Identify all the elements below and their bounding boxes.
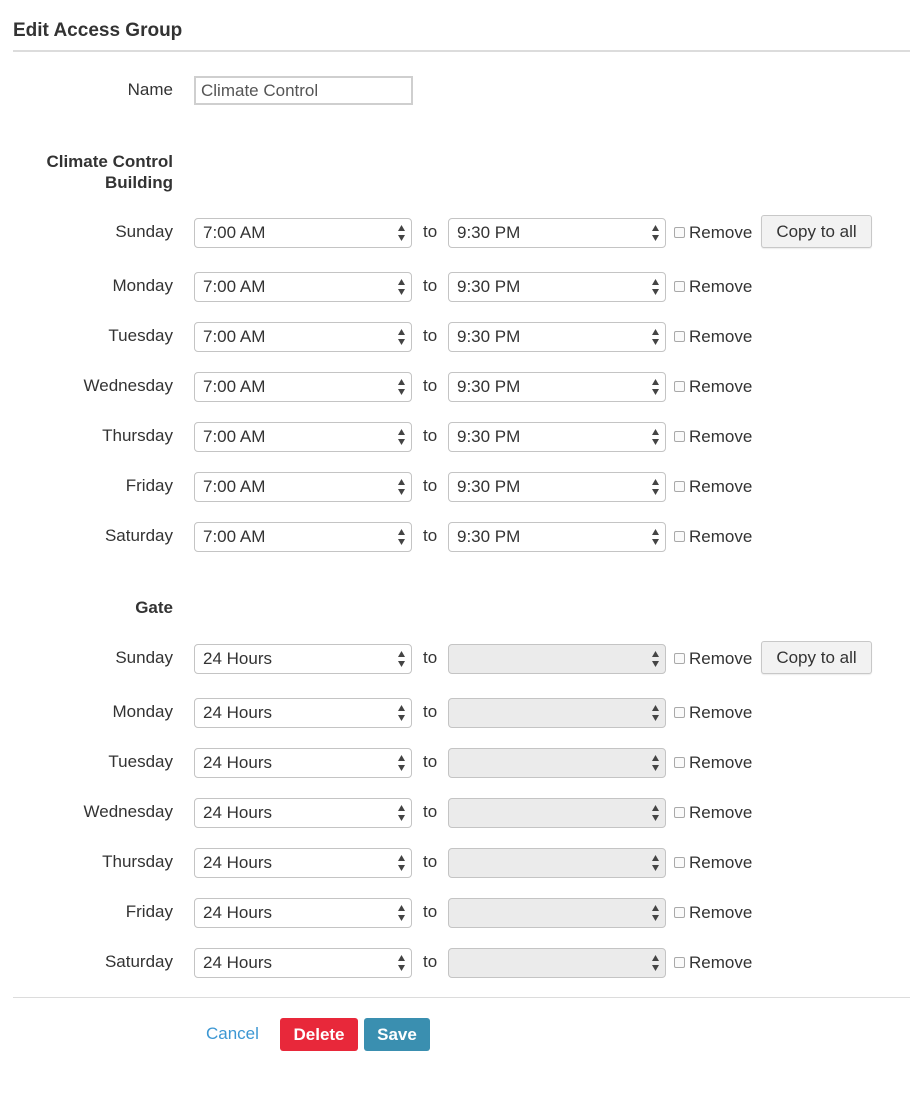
header-divider (13, 50, 910, 52)
updown-arrows-icon (651, 704, 660, 722)
updown-arrows-icon (397, 428, 406, 446)
start-time-value: 7:00 AM (203, 277, 266, 296)
end-time-value: 9:30 PM (457, 223, 521, 242)
to-label: to (423, 426, 438, 445)
end-time-select[interactable] (448, 422, 666, 452)
schedule-row-climate-control-building-wednesday (0, 372, 910, 402)
delete-button[interactable]: Delete (280, 1018, 358, 1051)
updown-arrows-icon (397, 224, 406, 242)
schedule-row-gate-monday (0, 698, 910, 728)
start-time-value: 7:00 AM (203, 477, 266, 496)
schedule-row-climate-control-building-monday (0, 272, 910, 302)
updown-arrows-icon (397, 904, 406, 922)
end-time-select (448, 644, 666, 674)
start-time-value: 24 Hours (203, 803, 272, 822)
remove-label[interactable]: Remove (689, 703, 753, 722)
remove-label[interactable]: Remove (689, 753, 753, 772)
footer-divider (13, 997, 910, 998)
updown-arrows-icon (651, 224, 660, 242)
end-time-select (448, 748, 666, 778)
updown-arrows-icon (651, 650, 660, 668)
updown-arrows-icon (651, 904, 660, 922)
start-time-value: 7:00 AM (203, 527, 266, 546)
end-time-select (448, 898, 666, 928)
start-time-select[interactable] (194, 898, 412, 928)
remove-checkbox[interactable] (674, 957, 685, 968)
remove-checkbox[interactable] (674, 431, 685, 442)
end-time-select (448, 798, 666, 828)
start-time-value: 24 Hours (203, 953, 272, 972)
start-time-select[interactable] (194, 698, 412, 728)
remove-checkbox[interactable] (674, 807, 685, 818)
remove-checkbox[interactable] (674, 653, 685, 664)
remove-label[interactable]: Remove (689, 649, 753, 668)
to-label: to (423, 376, 438, 395)
end-time-value: 9:30 PM (457, 327, 521, 346)
updown-arrows-icon (397, 754, 406, 772)
start-time-value: 7:00 AM (203, 377, 266, 396)
schedule-row-gate-thursday (0, 848, 910, 878)
to-label: to (423, 852, 438, 871)
updown-arrows-icon (651, 804, 660, 822)
updown-arrows-icon (397, 804, 406, 822)
cancel-link[interactable]: Cancel (206, 1024, 259, 1043)
remove-label[interactable]: Remove (689, 527, 753, 546)
day-label: Thursday (102, 852, 173, 871)
start-time-select[interactable] (194, 748, 412, 778)
schedule-row-gate-friday (0, 898, 910, 928)
save-button[interactable]: Save (364, 1018, 430, 1051)
updown-arrows-icon (651, 378, 660, 396)
day-label: Friday (125, 476, 173, 495)
remove-checkbox[interactable] (674, 331, 685, 342)
start-time-value: 7:00 AM (203, 327, 266, 346)
remove-checkbox[interactable] (674, 707, 685, 718)
schedule-row-climate-control-building-tuesday (0, 322, 910, 352)
start-time-select[interactable] (194, 322, 412, 352)
remove-label[interactable]: Remove (689, 803, 753, 822)
start-time-select[interactable] (194, 272, 412, 302)
updown-arrows-icon (651, 278, 660, 296)
updown-arrows-icon (397, 278, 406, 296)
remove-checkbox[interactable] (674, 857, 685, 868)
day-label: Friday (125, 902, 173, 921)
section-title-climate-control-building: Climate Control Building (46, 152, 173, 192)
to-label: to (423, 526, 438, 545)
updown-arrows-icon (651, 754, 660, 772)
remove-checkbox[interactable] (674, 481, 685, 492)
day-label: Sunday (115, 648, 173, 667)
schedule-row-gate-wednesday (0, 798, 910, 828)
remove-label[interactable]: Remove (689, 427, 753, 446)
updown-arrows-icon (397, 478, 406, 496)
name-label: Name (127, 80, 173, 99)
end-time-select[interactable] (448, 472, 666, 502)
remove-checkbox[interactable] (674, 531, 685, 542)
remove-checkbox[interactable] (674, 907, 685, 918)
end-time-value: 9:30 PM (457, 527, 521, 546)
day-label: Monday (112, 276, 173, 295)
schedule-row-gate-saturday (0, 948, 910, 978)
remove-label[interactable]: Remove (689, 377, 753, 396)
to-label: to (423, 802, 438, 821)
end-time-select[interactable] (448, 272, 666, 302)
day-label: Thursday (102, 426, 173, 445)
day-label: Tuesday (108, 752, 173, 771)
start-time-value: 24 Hours (203, 753, 272, 772)
page-title: Edit Access Group (13, 20, 183, 41)
end-time-select[interactable] (448, 372, 666, 402)
day-label: Monday (112, 702, 173, 721)
schedule-row-climate-control-building-sunday (0, 218, 910, 248)
end-time-value: 9:30 PM (457, 427, 521, 446)
to-label: to (423, 702, 438, 721)
updown-arrows-icon (397, 854, 406, 872)
updown-arrows-icon (397, 650, 406, 668)
section-title-gate: Gate (135, 598, 173, 617)
day-label: Saturday (104, 952, 173, 971)
remove-label[interactable]: Remove (689, 477, 753, 496)
remove-label[interactable]: Remove (689, 903, 753, 922)
remove-checkbox[interactable] (674, 381, 685, 392)
schedule-row-gate-tuesday (0, 748, 910, 778)
to-label: to (423, 902, 438, 921)
updown-arrows-icon (651, 478, 660, 496)
day-label: Wednesday (83, 376, 173, 395)
schedule-row-climate-control-building-saturday (0, 522, 910, 552)
day-label: Wednesday (83, 802, 173, 821)
start-time-select[interactable] (194, 848, 412, 878)
day-label: Saturday (104, 526, 173, 545)
remove-checkbox[interactable] (674, 227, 685, 238)
updown-arrows-icon (651, 854, 660, 872)
remove-label[interactable]: Remove (689, 223, 753, 242)
to-label: to (423, 222, 438, 241)
start-time-value: 7:00 AM (203, 223, 266, 242)
updown-arrows-icon (397, 328, 406, 346)
start-time-value: 24 Hours (203, 649, 272, 668)
updown-arrows-icon (397, 528, 406, 546)
start-time-select[interactable] (194, 218, 412, 248)
remove-label[interactable]: Remove (689, 853, 753, 872)
end-time-select (448, 948, 666, 978)
start-time-select[interactable] (194, 372, 412, 402)
schedule-row-climate-control-building-thursday (0, 422, 910, 452)
start-time-value: 24 Hours (203, 703, 272, 722)
updown-arrows-icon (651, 328, 660, 346)
updown-arrows-icon (397, 954, 406, 972)
start-time-select[interactable] (194, 644, 412, 674)
day-label: Sunday (115, 222, 173, 241)
updown-arrows-icon (651, 954, 660, 972)
start-time-select[interactable] (194, 522, 412, 552)
end-time-select (448, 698, 666, 728)
updown-arrows-icon (397, 704, 406, 722)
schedule-row-gate-sunday (0, 644, 910, 674)
remove-checkbox[interactable] (674, 281, 685, 292)
updown-arrows-icon (651, 428, 660, 446)
end-time-value: 9:30 PM (457, 277, 521, 296)
start-time-select[interactable] (194, 422, 412, 452)
start-time-value: 7:00 AM (203, 427, 266, 446)
copy-to-all-button[interactable]: Copy to all (761, 215, 872, 248)
end-time-value: 9:30 PM (457, 377, 521, 396)
updown-arrows-icon (397, 378, 406, 396)
day-label: Tuesday (108, 326, 173, 345)
to-label: to (423, 476, 438, 495)
remove-label[interactable]: Remove (689, 953, 753, 972)
start-time-select[interactable] (194, 472, 412, 502)
end-time-select (448, 848, 666, 878)
end-time-value: 9:30 PM (457, 477, 521, 496)
end-time-select[interactable] (448, 322, 666, 352)
remove-label[interactable]: Remove (689, 277, 753, 296)
start-time-select[interactable] (194, 798, 412, 828)
remove-label[interactable]: Remove (689, 327, 753, 346)
remove-checkbox[interactable] (674, 757, 685, 768)
copy-to-all-button[interactable]: Copy to all (761, 641, 872, 674)
start-time-select[interactable] (194, 948, 412, 978)
schedule-row-climate-control-building-friday (0, 472, 910, 502)
to-label: to (423, 648, 438, 667)
to-label: to (423, 952, 438, 971)
end-time-select[interactable] (448, 522, 666, 552)
start-time-value: 24 Hours (203, 853, 272, 872)
to-label: to (423, 752, 438, 771)
name-input[interactable] (194, 76, 413, 105)
start-time-value: 24 Hours (203, 903, 272, 922)
to-label: to (423, 326, 438, 345)
to-label: to (423, 276, 438, 295)
updown-arrows-icon (651, 528, 660, 546)
end-time-select[interactable] (448, 218, 666, 248)
